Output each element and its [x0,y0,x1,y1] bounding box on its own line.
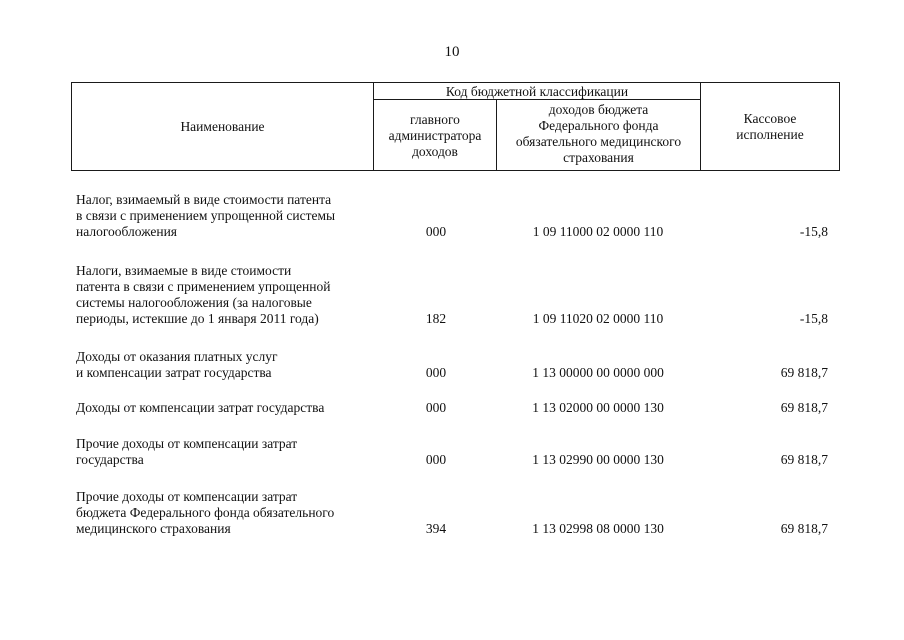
header-top-border [71,82,840,83]
header-name: Наименование [180,119,265,134]
table-row [0,487,904,537]
row-budget-code: 1 09 11000 02 0000 110 [532,224,664,239]
row-admin-code: 000 [425,400,447,415]
table-row [0,398,904,416]
header-bottom-border [71,170,840,171]
row-name: Налоги, взимаемые в виде стоимости патента в связи с применением упрощенной системы налогообложения (за налоговые периоды, истекшие до 1 января 2011 года) [76,263,331,326]
row-admin-code: 000 [425,365,447,380]
header-right-border [839,82,840,171]
row-budget-code: 1 13 02990 00 0000 130 [532,452,664,467]
row-budget-code: 1 09 11020 02 0000 110 [532,311,664,326]
row-admin-code: 182 [425,311,447,326]
row-admin-code: 000 [425,224,447,239]
row-budget-code: 1 13 00000 00 0000 000 [532,365,664,380]
row-amount: 69 818,7 [780,400,828,415]
table-row [0,190,904,240]
table-row [0,261,904,327]
row-name: Доходы от компенсации затрат государства [76,400,325,415]
row-amount: 69 818,7 [780,452,828,467]
row-amount: 69 818,7 [780,365,828,380]
header-amount: Кассовое исполнение [736,111,804,142]
header-income: доходов бюджета Федерального фонда обязательного медицинского страхования [515,102,682,165]
row-amount: -15,8 [799,311,828,326]
row-budget-code: 1 13 02998 08 0000 130 [532,521,664,536]
row-amount: -15,8 [799,224,828,239]
row-name: Прочие доходы от компенсации затрат государства [76,436,298,467]
row-admin-code: 394 [425,521,447,536]
row-name: Прочие доходы от компенсации затрат бюджета Федерального фонда обязательного медицинского страхования [76,489,335,536]
row-name: Доходы от оказания платных услуг и компенсации затрат государства [76,349,278,380]
row-amount: 69 818,7 [780,521,828,536]
row-budget-code: 1 13 02000 00 0000 130 [532,400,664,415]
header-admin: главного администратора доходов [388,112,482,159]
table-row [0,434,904,468]
header-code-group: Код бюджетной классификации [445,84,629,99]
row-name: Налог, взимаемый в виде стоимости патента в связи с применением упрощенной системы налогообложения [76,192,336,239]
table-row [0,347,904,381]
row-admin-code: 000 [425,452,447,467]
page-number: 10 [444,44,460,60]
